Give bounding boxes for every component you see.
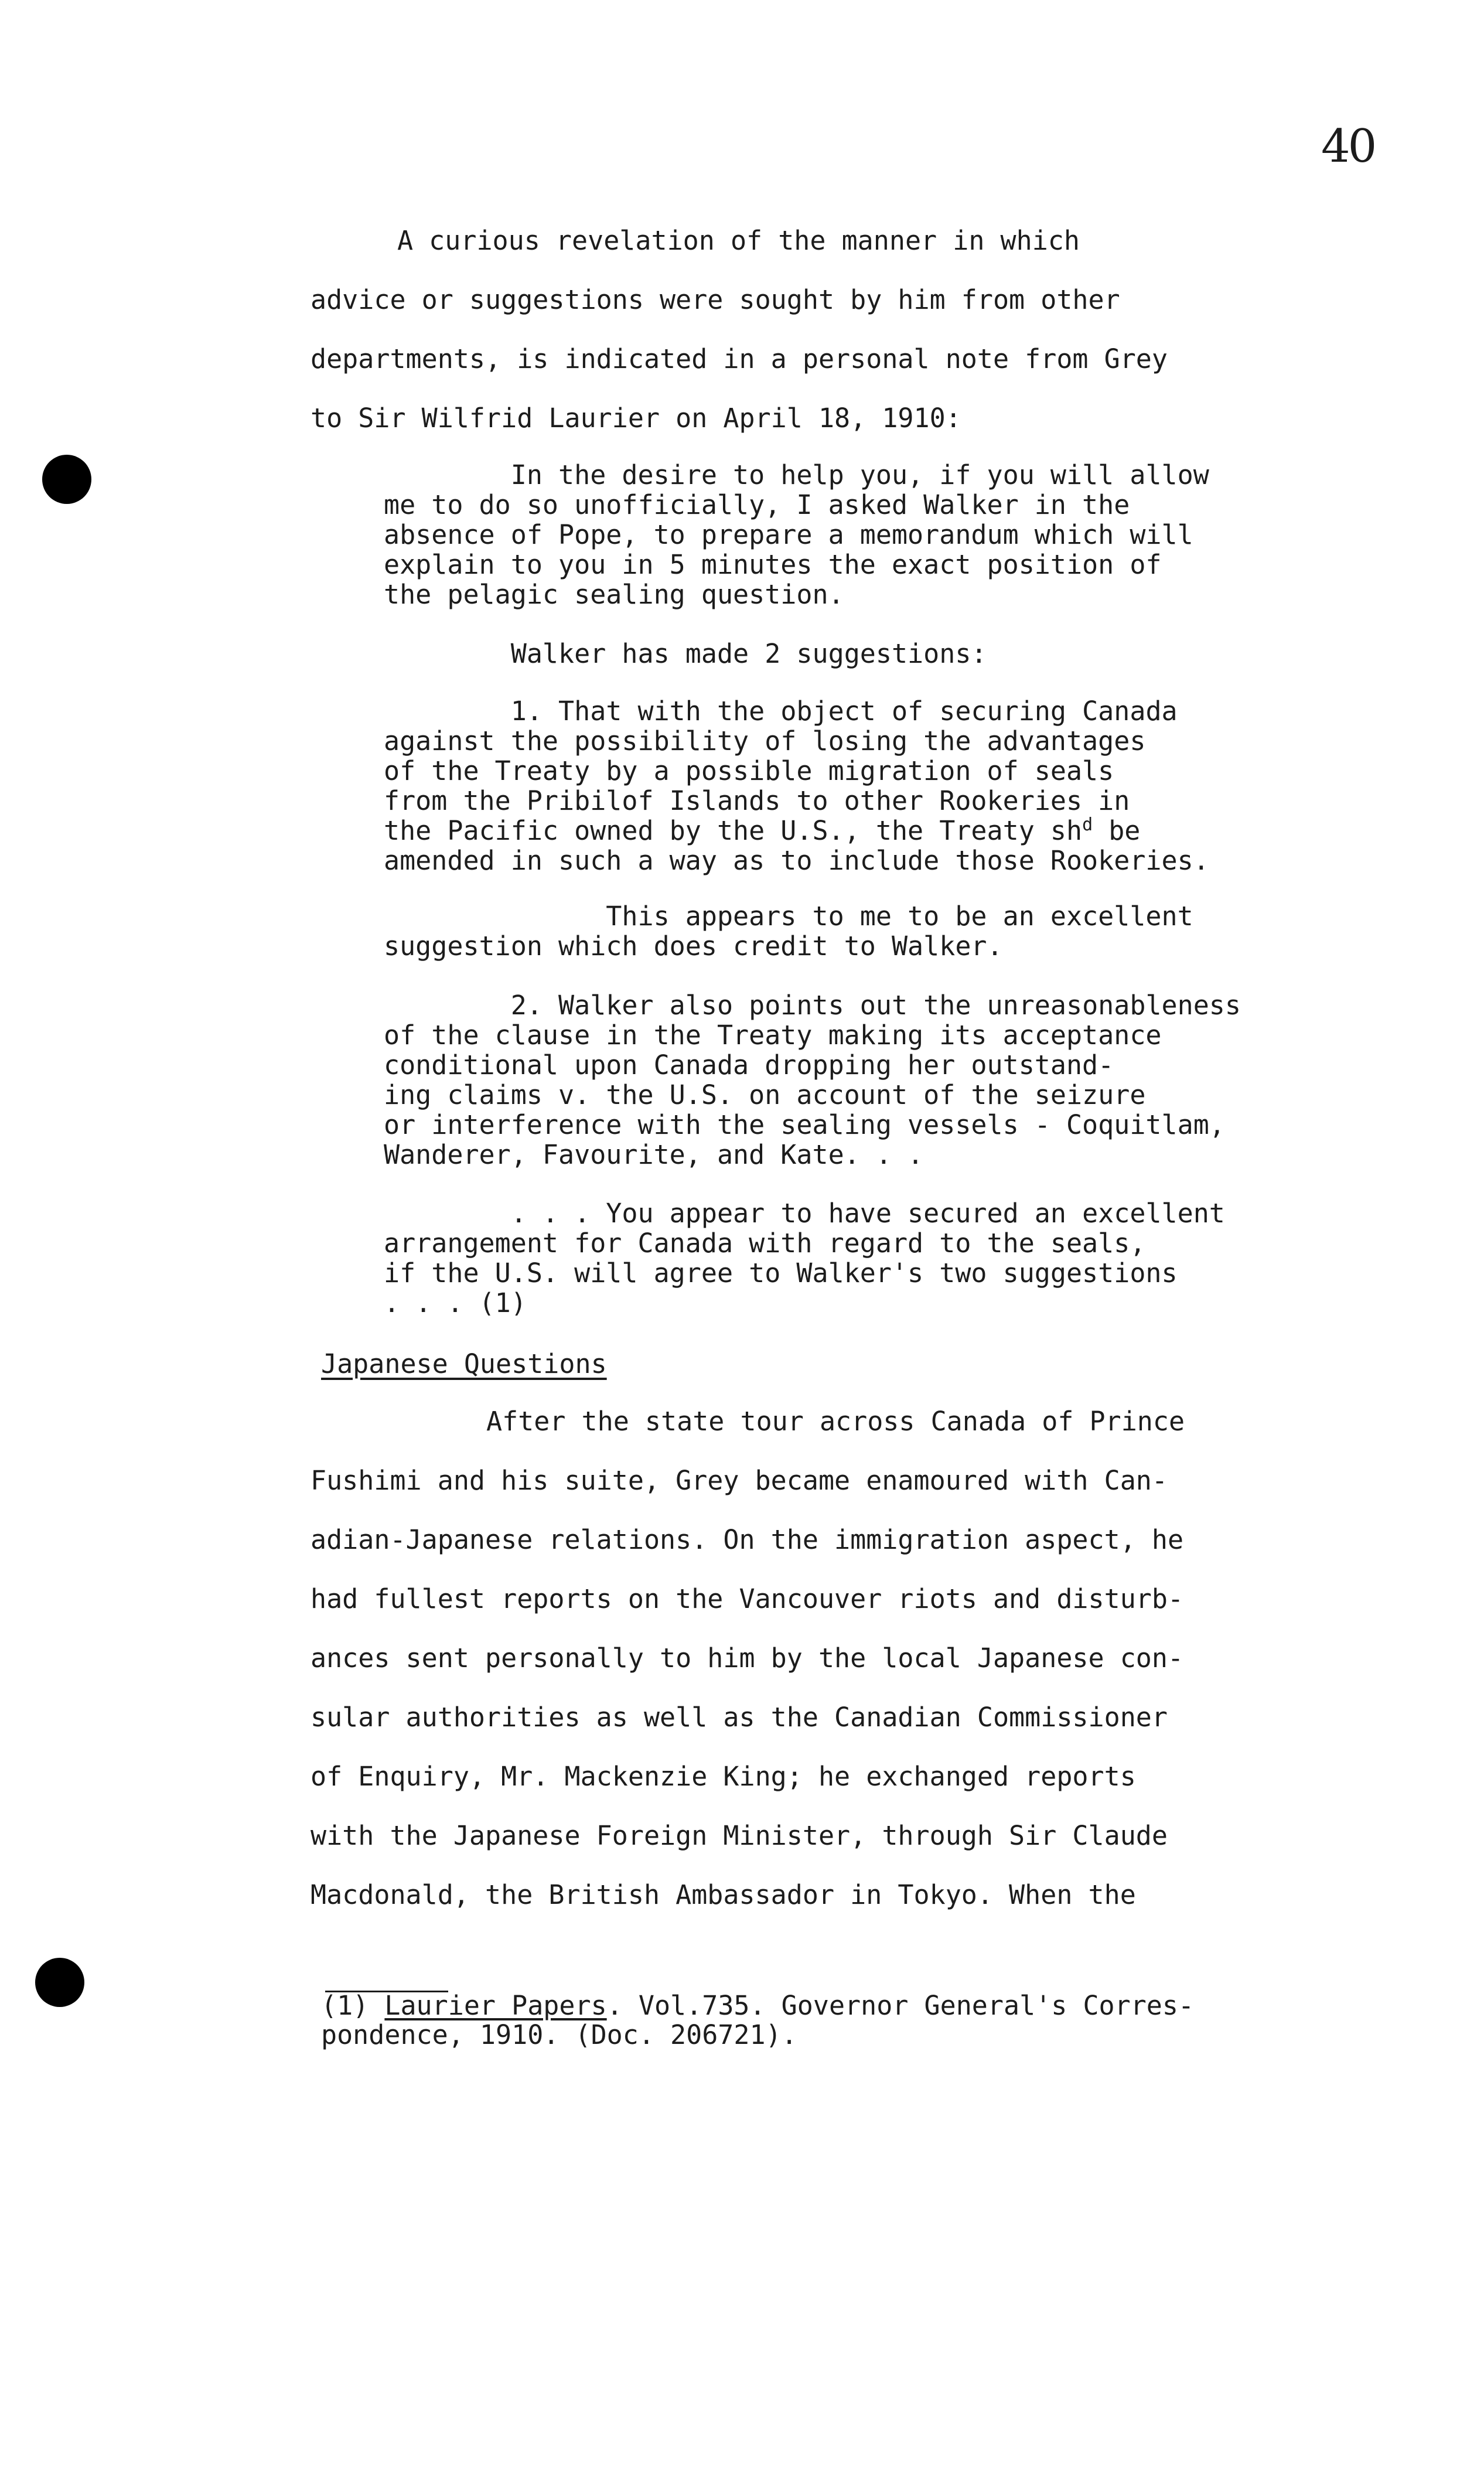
quote-paragraph-4: This appears to me to be an excellent suggestion which does credit to Walker. [384, 901, 1193, 962]
quote-p3-end: be amended in such a way as to include those Rookeries. [384, 815, 1209, 876]
japanese-line-8: with the Japanese Foreign Minister, through Sir Claude [311, 1820, 1168, 1851]
quote-p3-main: 1. That with the object of securing Canada against the possibility of losing the advantages of the Treaty by a possible migration of seals from the Pribilof Islands to other Rookeries in the Pacific owned by the U.S., the Treaty sh [384, 696, 1178, 846]
japanese-line-7: of Enquiry, Mr. Mackenzie King; he exchanged reports [311, 1761, 1136, 1792]
footnote-marker: (1) [321, 1990, 385, 2021]
japanese-line-1: After the state tour across Canada of Prince [486, 1406, 1185, 1437]
japanese-paragraph [311, 1392, 1306, 1924]
quote-paragraph-5: 2. Walker also points out the unreasonableness of the clause in the Treaty making its acceptance conditional upon Canada dropping her outstand- ing claims v. the U.S. on account of the seizure or interference with the sealing vessels - Coquitlam, Wanderer, Favourite, and Kate. . . [384, 990, 1241, 1170]
intro-line-1: A curious revelation of the manner in which [397, 225, 1080, 256]
quote-p3-superscript: d [1082, 815, 1093, 835]
quote-paragraph-3 [384, 696, 1315, 875]
intro-line-2: advice or suggestions were sought by him from other [311, 284, 1120, 315]
japanese-line-2: Fushimi and his suite, Grey became enamoured with Can- [311, 1465, 1168, 1496]
intro-line-3: departments, is indicated in a personal note from Grey [311, 343, 1168, 374]
footnote-citation: . Vol.735. Governor General's Corres- pondence, 1910. (Doc. 206721). [321, 1990, 1195, 2050]
japanese-line-4: had fullest reports on the Vancouver riots and disturb- [311, 1583, 1184, 1614]
japanese-line-9: Macdonald, the British Ambassador in Tokyo. When the [311, 1879, 1136, 1910]
footnote-source-title: Laurier Papers [384, 1990, 607, 2021]
japanese-line-5: ances sent personally to him by the local Japanese con- [311, 1643, 1184, 1674]
page-number: 40 [1321, 120, 1375, 173]
quote-paragraph-2: Walker has made 2 suggestions: [384, 638, 987, 669]
intro-paragraph [311, 211, 1306, 448]
footnote [321, 1991, 1317, 2050]
punch-hole-top [42, 455, 91, 504]
section-heading: Japanese Questions [321, 1348, 607, 1379]
quote-paragraph-1: In the desire to help you, if you will allow me to do so unofficially, I asked Walker in the absence of Pope, to prepare a memorandum which will explain to you in 5 minutes the exact position of the pelagic sealing question. [384, 459, 1209, 610]
japanese-line-3: adian-Japanese relations. On the immigration aspect, he [311, 1524, 1184, 1555]
punch-hole-bottom [35, 1958, 84, 2007]
quote-paragraph-6: . . . You appear to have secured an excellent arrangement for Canada with regard to the seals, if the U.S. will agree to Walker's two suggestions . . . (1) [384, 1198, 1225, 1318]
japanese-line-6: sular authorities as well as the Canadian Commissioner [311, 1702, 1168, 1733]
intro-line-4: to Sir Wilfrid Laurier on April 18, 1910: [311, 403, 961, 434]
